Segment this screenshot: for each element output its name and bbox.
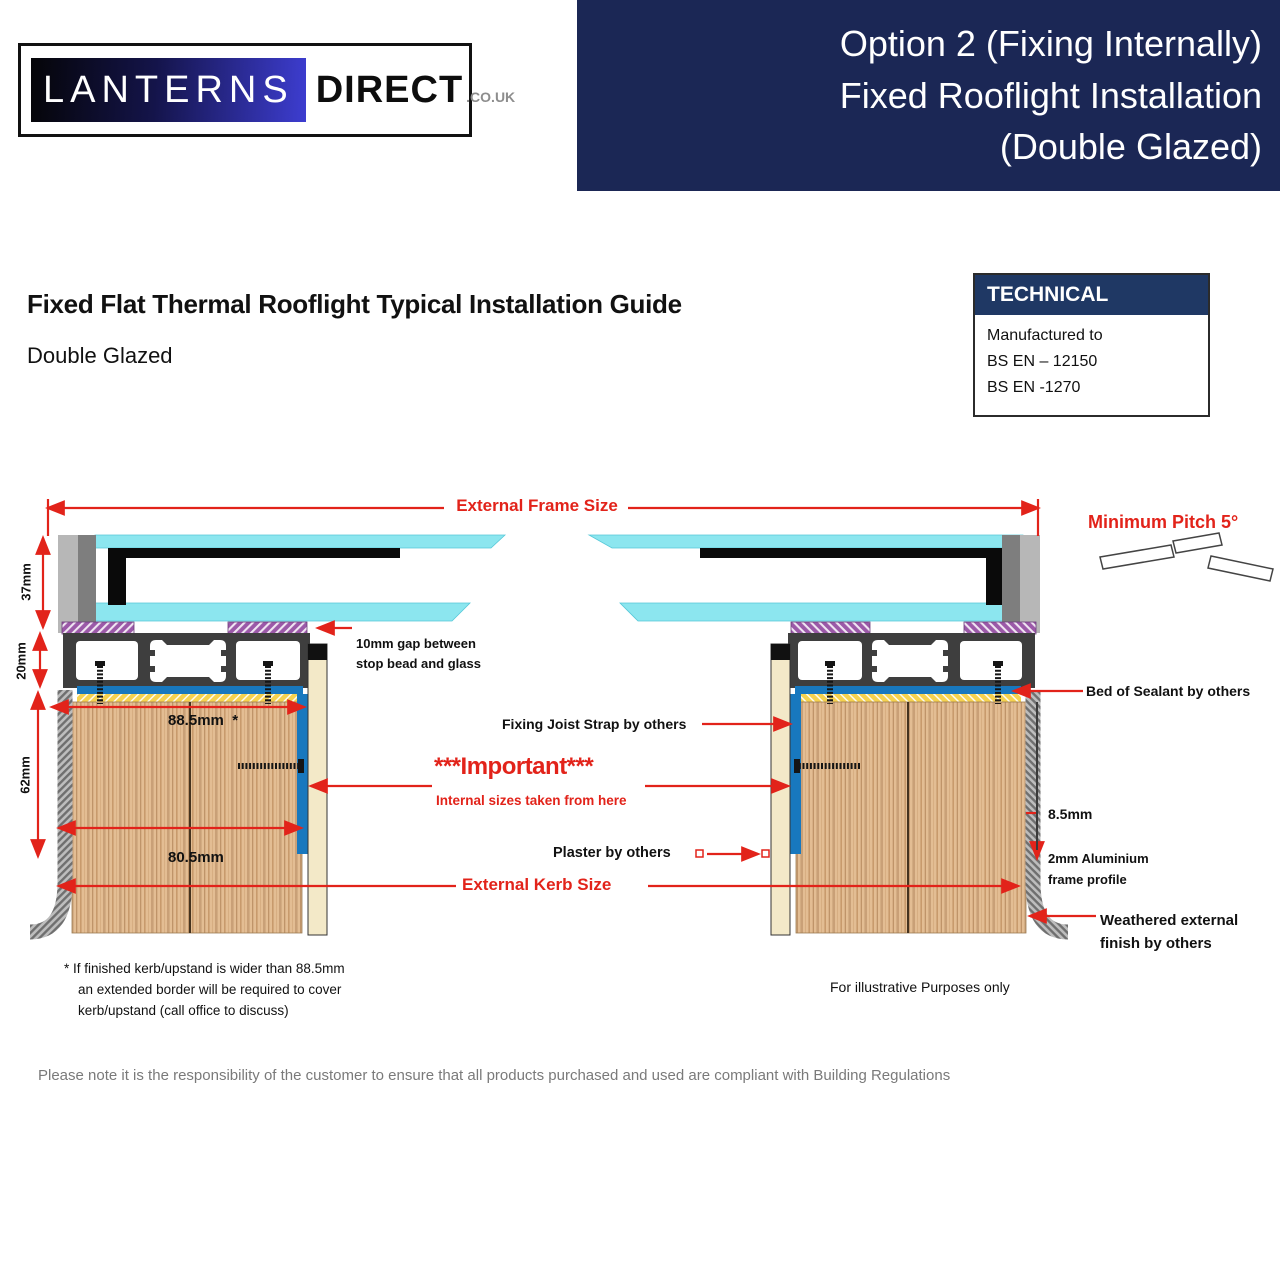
logo-gradient-box <box>31 58 306 122</box>
plasterboard <box>308 644 327 935</box>
external-kerb-size-label: External Kerb Size <box>462 875 612 894</box>
weathered-line-1: Weathered external <box>1100 912 1239 929</box>
gasket-inner <box>228 622 307 634</box>
page-subtitle: Double Glazed <box>27 343 173 368</box>
weathered-finish <box>30 690 65 932</box>
compliance-note: Please note it is the responsibility of the customer to ensure that all products purchased and used are compliant with Building Regulations <box>38 1067 951 1084</box>
glass-pane-bottom-left <box>95 603 470 621</box>
joist-strap-vertical <box>297 694 308 854</box>
sealant-label: Bed of Sealant by others <box>1086 683 1251 699</box>
footnote-line-3: kerb/upstand (call office to discuss) <box>78 1003 289 1018</box>
footnote-line-1: * If finished kerb/upstand is wider than 88.5mm <box>64 961 345 976</box>
plasterboard-cap <box>308 644 327 660</box>
weathered-label <box>1100 909 1238 956</box>
frame-chamber-outer <box>76 641 138 680</box>
dim-37mm-label: 37mm <box>18 563 34 601</box>
logo-text-direct: DIRECT <box>315 68 464 111</box>
joist-strap-label: Fixing Joist Strap by others <box>502 716 687 732</box>
important-label: ***Important*** <box>434 753 594 780</box>
strap-screw-head <box>298 759 304 773</box>
dim-885mm-label: 88.5mm * <box>168 712 239 729</box>
edge-spacer-left <box>108 548 126 605</box>
alu-profile-label <box>1048 849 1149 891</box>
alu-profile-line-2: frame profile <box>1048 871 1127 887</box>
timber-kerb <box>72 702 302 933</box>
dim-805mm-label: 80.5mm <box>168 849 224 866</box>
internal-sizes-label: Internal sizes taken from here <box>436 793 627 808</box>
title-banner <box>577 0 1280 191</box>
banner-line-2: Fixed Rooflight Installation <box>839 74 1262 116</box>
gap-note-line-1: 10mm gap between <box>356 636 476 651</box>
sealant-bed <box>77 694 307 702</box>
glass-pane-top-left <box>95 535 505 548</box>
edge-spacer-right <box>986 548 1004 605</box>
banner-line-3: (Double Glazed) <box>999 126 1262 168</box>
plaster-label: Plaster by others <box>553 845 671 861</box>
gap-note-line-2: stop bead and glass <box>356 656 481 672</box>
kerb-footnote <box>64 958 345 1021</box>
gap-note-label <box>356 634 481 674</box>
logo-text-lanterns: LANTERNS <box>43 68 294 111</box>
lanterns-direct-logo <box>18 43 516 137</box>
minimum-pitch-label: Minimum Pitch 5° <box>1088 512 1239 532</box>
gasket-outer <box>62 622 134 634</box>
technical-header: TECHNICAL <box>975 275 1208 315</box>
external-frame-size-label: External Frame Size <box>456 496 618 515</box>
assembly-right <box>771 535 1068 935</box>
dim-62mm-label: 62mm <box>17 756 33 794</box>
glass-pane-bottom-right <box>620 603 1023 621</box>
plaster-marker-2 <box>762 850 769 857</box>
spacer-bar-right <box>700 548 988 558</box>
glass-pane-top-right <box>589 535 1023 548</box>
technical-line-2: BS EN – 12150 <box>987 352 1098 370</box>
thermal-break-profile <box>150 640 226 682</box>
double-glazing <box>95 535 1023 621</box>
plaster-marker-1 <box>696 850 703 857</box>
technical-line-1: Manufactured to <box>987 327 1103 344</box>
illustrative-label: For illustrative Purposes only <box>830 979 1010 995</box>
assembly-left <box>30 535 327 935</box>
minimum-pitch-sketch <box>1100 533 1273 581</box>
spacer-bar-left <box>126 548 400 558</box>
technical-body <box>975 315 1208 415</box>
logo-text-couk: .CO.UK <box>466 89 516 105</box>
screw-head-2 <box>263 661 273 666</box>
dim-85mm-label: 8.5mm <box>1048 806 1093 822</box>
technical-box <box>973 273 1210 417</box>
outer-frame-light <box>58 535 78 633</box>
dim-20mm-label: 20mm <box>13 642 29 680</box>
screw-head-1 <box>95 661 105 666</box>
banner-line-1: Option 2 (Fixing Internally) <box>839 23 1262 65</box>
alu-profile-line-1: 2mm Aluminium <box>1048 851 1149 866</box>
page-title: Fixed Flat Thermal Rooflight Typical Installation Guide <box>27 289 682 319</box>
weathered-line-2: finish by others <box>1100 935 1212 953</box>
outer-frame-dark <box>78 535 96 633</box>
footnote-line-2: an extended border will be required to cover <box>78 982 342 997</box>
technical-line-3: BS EN -1270 <box>987 378 1081 396</box>
